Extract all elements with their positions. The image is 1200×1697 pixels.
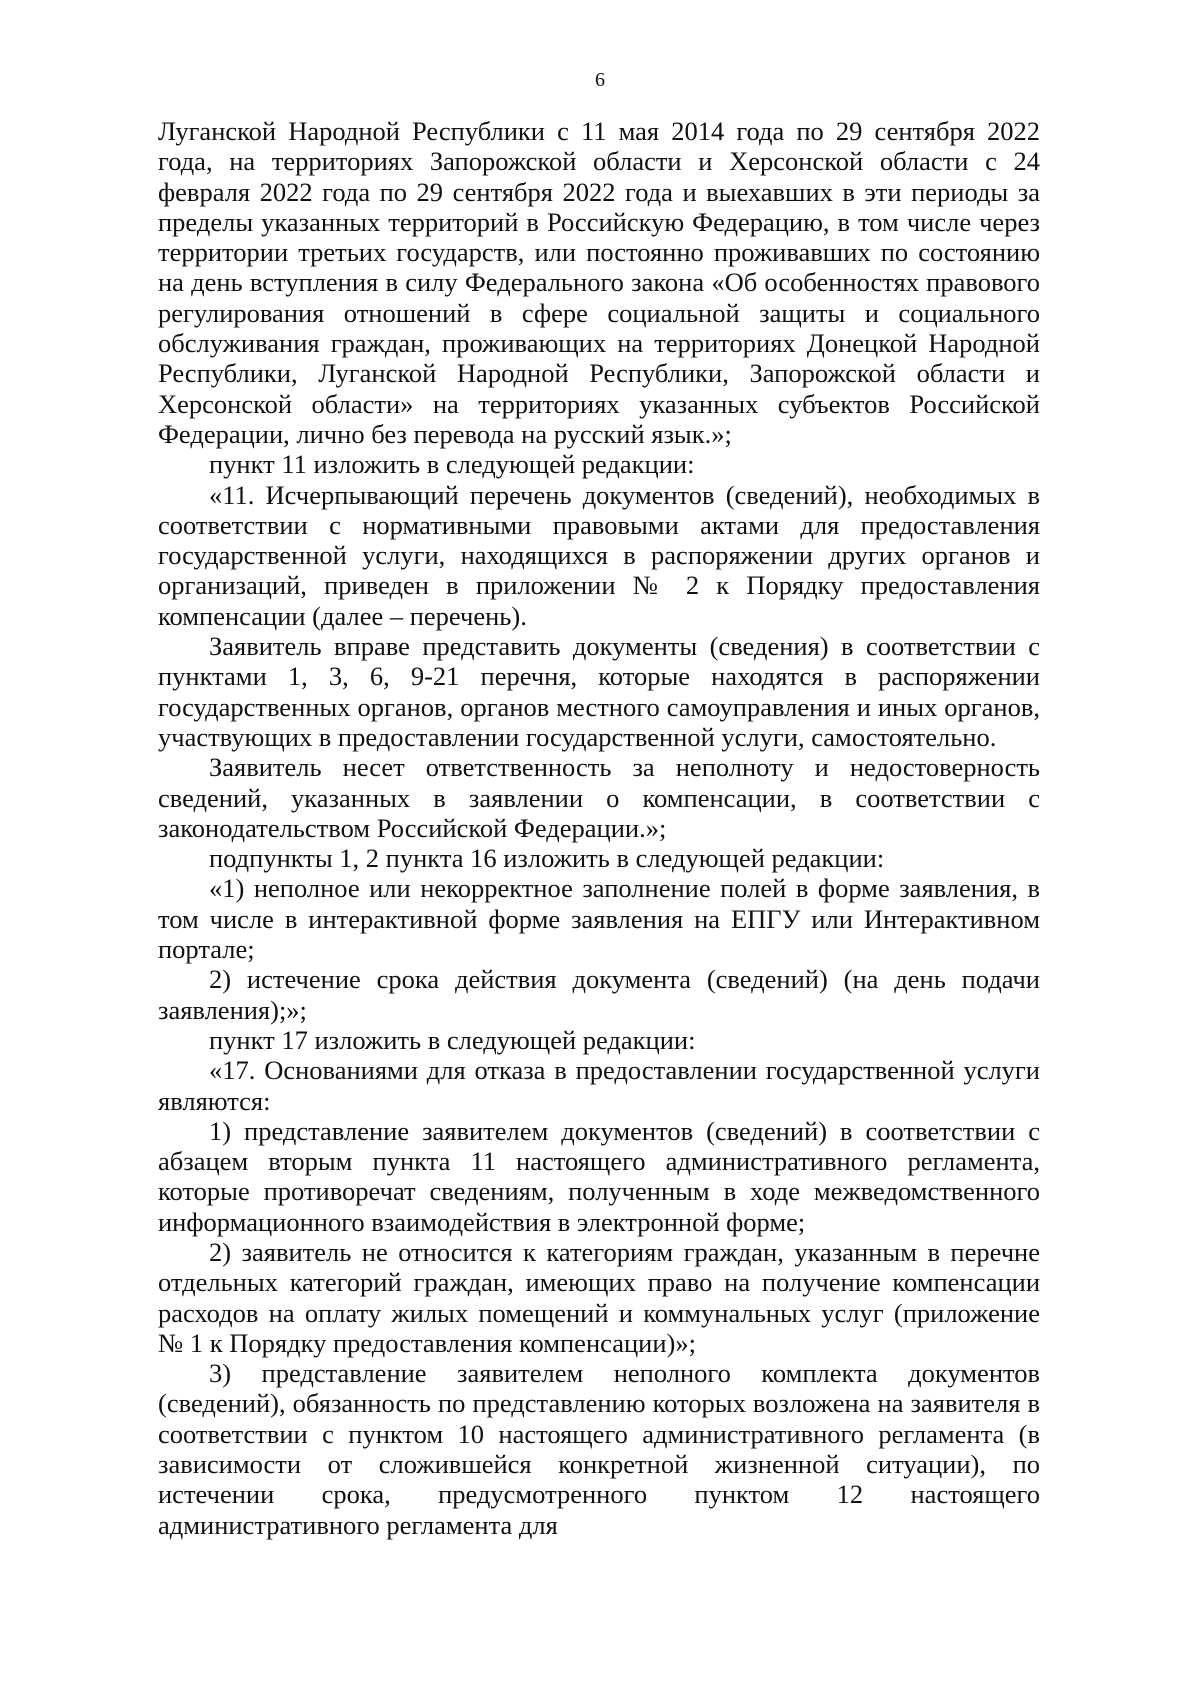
page-number: 6	[595, 69, 605, 91]
paragraph-point-17-instruction: пункт 17 изложить в следующей редакции:	[209, 1024, 696, 1055]
paragraph-point-16-sub-2: 2) истечение срока действия документа (сведений) (на день подачи заявления);»;	[158, 964, 1040, 1025]
paragraph-point-16-sub-1: «1) неполное или некорректное заполнение полей в форме заявления, в том числе в интерактивной форме заявления на ЕПГУ или Интерактивном портале;	[158, 873, 1040, 965]
document-body	[158, 116, 1040, 1540]
paragraph-applicant-right: Заявитель вправе представить документы (сведения) в соответствии с пунктами 1, 3, 6, 9-21 перечня, которые находятся в распоряжении государственных органов, органов местного самоуправления и иных органов, участвующих в предоставлении государственной услуги, самостоятельно.	[158, 631, 1040, 752]
paragraph-point-17-sub-2: 2) заявитель не относится к категориям граждан, указанным в перечне отдельных категорий граждан, имеющих право на получение компенсации расходов на оплату жилых помещений и коммунальных услуг (приложение № 1 к Порядку предоставления компенсации)»;	[158, 1236, 1040, 1358]
paragraph-point-11: «11. Исчерпывающий перечень документов (сведений), необходимых в соответствии с нормативными правовыми актами для предоставления государственной услуги, находящихся в распоряжении других органов и организаций, приведен в приложении № 2 к Порядку предоставления компенсации (далее – перечень).	[158, 479, 1040, 631]
paragraph-point-17-sub-1: 1) представление заявителем документов (сведений) в соответствии с абзацем вторым пункта 11 настоящего административного регламента, которые противоречат сведениям, полученным в ходе межведомственного информационного взаимодействия в электронной форме;	[158, 1115, 1040, 1237]
paragraph-point-11-instruction: пункт 11 изложить в следующей редакции:	[209, 449, 695, 480]
paragraph-point-16-instruction: подпункты 1, 2 пункта 16 изложить в следующей редакции:	[209, 843, 885, 874]
paragraph-applicant-responsibility: Заявитель несет ответственность за неполноту и недостоверность сведений, указанных в заявлении о компенсации, в соответствии с законодательством Российской Федерации.»;	[158, 752, 1040, 843]
paragraph-continuation: Луганской Народной Республики с 11 мая 2014 года по 29 сентября 2022 года, на территориях Запорожской области и Херсонской области с 24 февраля 2022 года по 29 сентября 2022 года и выехавших в эти периоды за пределы указанных территорий в Российскую Федерацию, в том числе через территории третьих государств, или постоянно проживавших по состоянию на день вступления в силу Федерального закона «Об особенностях правового регулирования отношений в сфере социальной защиты и социального обслуживания граждан, проживающих на территориях Донецкой Народной Республики, Луганской Народной Республики, Запорожской области и Херсонской области» на территориях указанных субъектов Российской Федерации, лично без перевода на русский язык.»;	[158, 116, 1040, 449]
paragraph-point-17: «17. Основаниями для отказа в предоставлении государственной услуги являются:	[158, 1055, 1040, 1116]
paragraph-point-17-sub-3: 3) представление заявителем неполного комплекта документов (сведений), обязанность по представлению которых возложена на заявителя в соответствии с пунктом 10 настоящего административного регламента (в зависимости от сложившейся конкретной жизненной ситуации), по истечении срока, предусмотренного пунктом 12 настоящего административного регламента для	[158, 1358, 1040, 1540]
